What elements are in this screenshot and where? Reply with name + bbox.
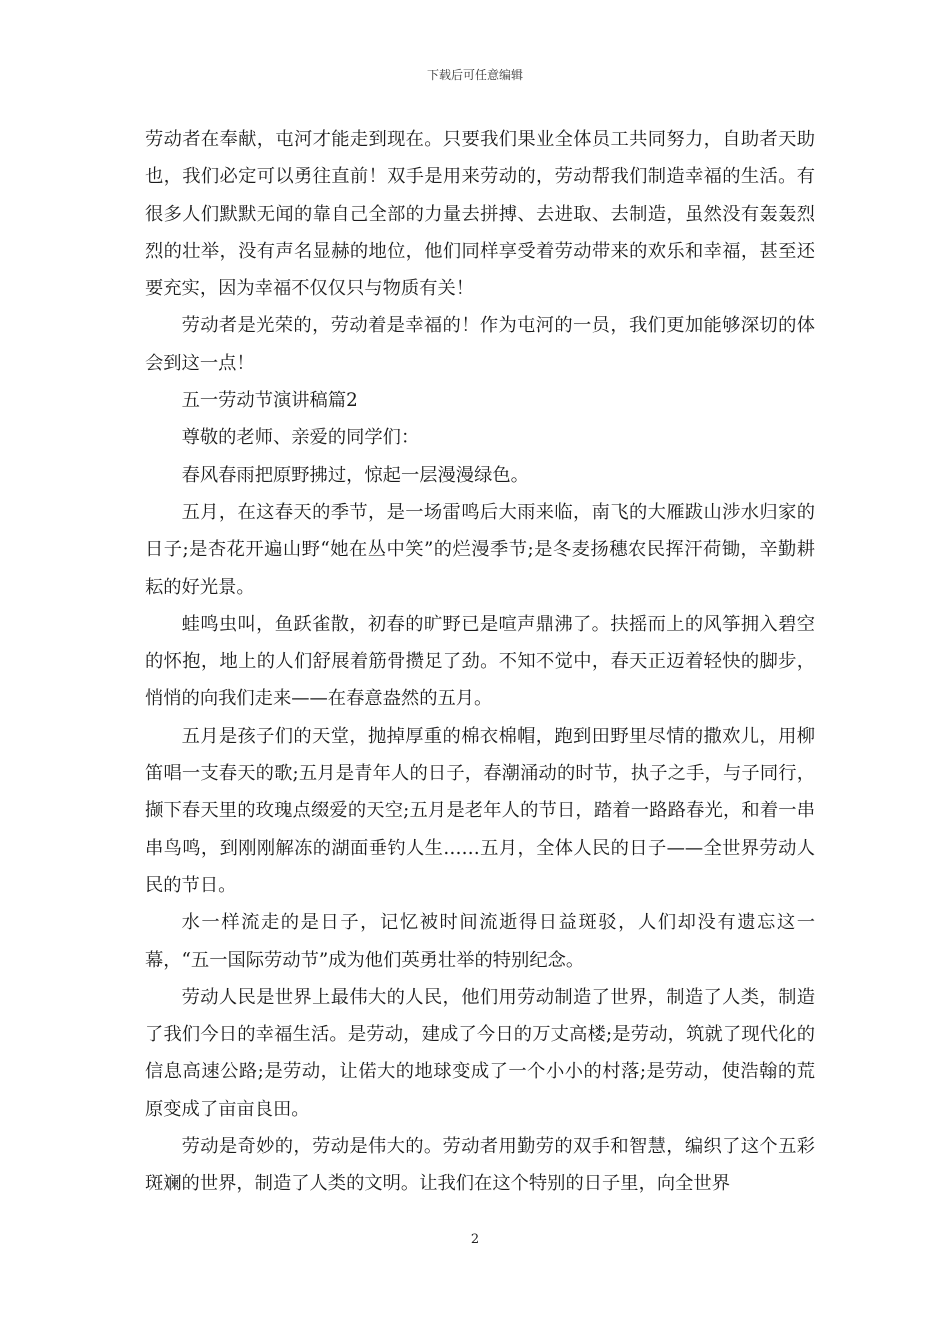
paragraph-3: 春风春雨把原野拂过，惊起一层漫漫绿色。 [181,464,529,486]
section-title: 五一劳动节演讲稿篇2 [181,390,358,412]
paragraph-6: 五月是孩子们的天堂，抛掉厚重的棉衣棉帽，跑到田野里尽情的撒欢儿，用柳笛唱一支春天的歌;五月是青年人的日子，春潮涌动的时节，执子之手，与子同行，撷下春天里的玫瑰点缀爱的天空;五月是老年人的节日，踏着一路路春光，和着一串串鸟鸣，到刚刚解冻的湖面垂钓人生……五月，全体人民的日子——全世界劳动人民的节日。 [145,725,815,896]
paragraph-9: 劳动是奇妙的，劳动是伟大的。劳动者用勤劳的双手和智慧，编织了这个五彩斑斓的世界，制造了人类的文明。让我们在这个特别的日子里，向全世界 [145,1136,815,1195]
paragraph-2: 劳动者是光荣的，劳动着是幸福的！作为屯河的一员，我们更加能够深切的体会到这一点！ [145,315,815,374]
paragraph-7: 水一样流走的是日子，记忆被时间流逝得日益斑驳，人们却没有遗忘这一幕，“五一国际劳动节”成为他们英勇壮举的特别纪念。 [145,912,815,971]
paragraph-5: 蛙鸣虫叫，鱼跃雀散，初春的旷野已是喧声鼎沸了。扶摇而上的风筝拥入碧空的怀抱，地上的人们舒展着筋骨攒足了劲。不知不觉中，春天正迈着轻快的脚步，悄悄的向我们走来——在春意盎然的五月。 [145,613,815,710]
paragraph-8: 劳动人民是世界上最伟大的人民，他们用劳动制造了世界，制造了人类，制造了我们今日的幸福生活。是劳动，建成了今日的万丈高楼;是劳动，筑就了现代化的信息高速公路;是劳动，让偌大的地球变成了一个小小的村落;是劳动，使浩翰的荒原变成了亩亩良田。 [145,986,815,1120]
paragraph-4: 五月，在这春天的季节，是一场雷鸣后大雨来临，南飞的大雁跋山涉水归家的日子;是杏花开遍山野“她在丛中笑”的烂漫季节;是冬麦扬穗农民挥汗荷锄，辛勤耕耘的好光景。 [145,501,815,598]
page-header: 下载后可任意编辑 [426,68,523,82]
salutation: 尊敬的老师、亲爱的同学们： [181,427,420,449]
document-body [145,121,815,1203]
paragraph-1: 劳动者在奉献，屯河才能走到现在。只要我们果业全体员工共同努力，自助者天助也，我们必定可以勇往直前！双手是用来劳动的，劳动帮我们制造幸福的生活。有很多人们默默无闻的靠自己全部的力量去拼搏、去进取、去制造，虽然没有轰轰烈烈的壮举，没有声名显赫的地位，他们同样享受着劳动带来的欢乐和幸福，甚至还要充实，因为幸福不仅仅只与物质有关！ [145,129,815,300]
page-number: 2 [470,1232,480,1247]
